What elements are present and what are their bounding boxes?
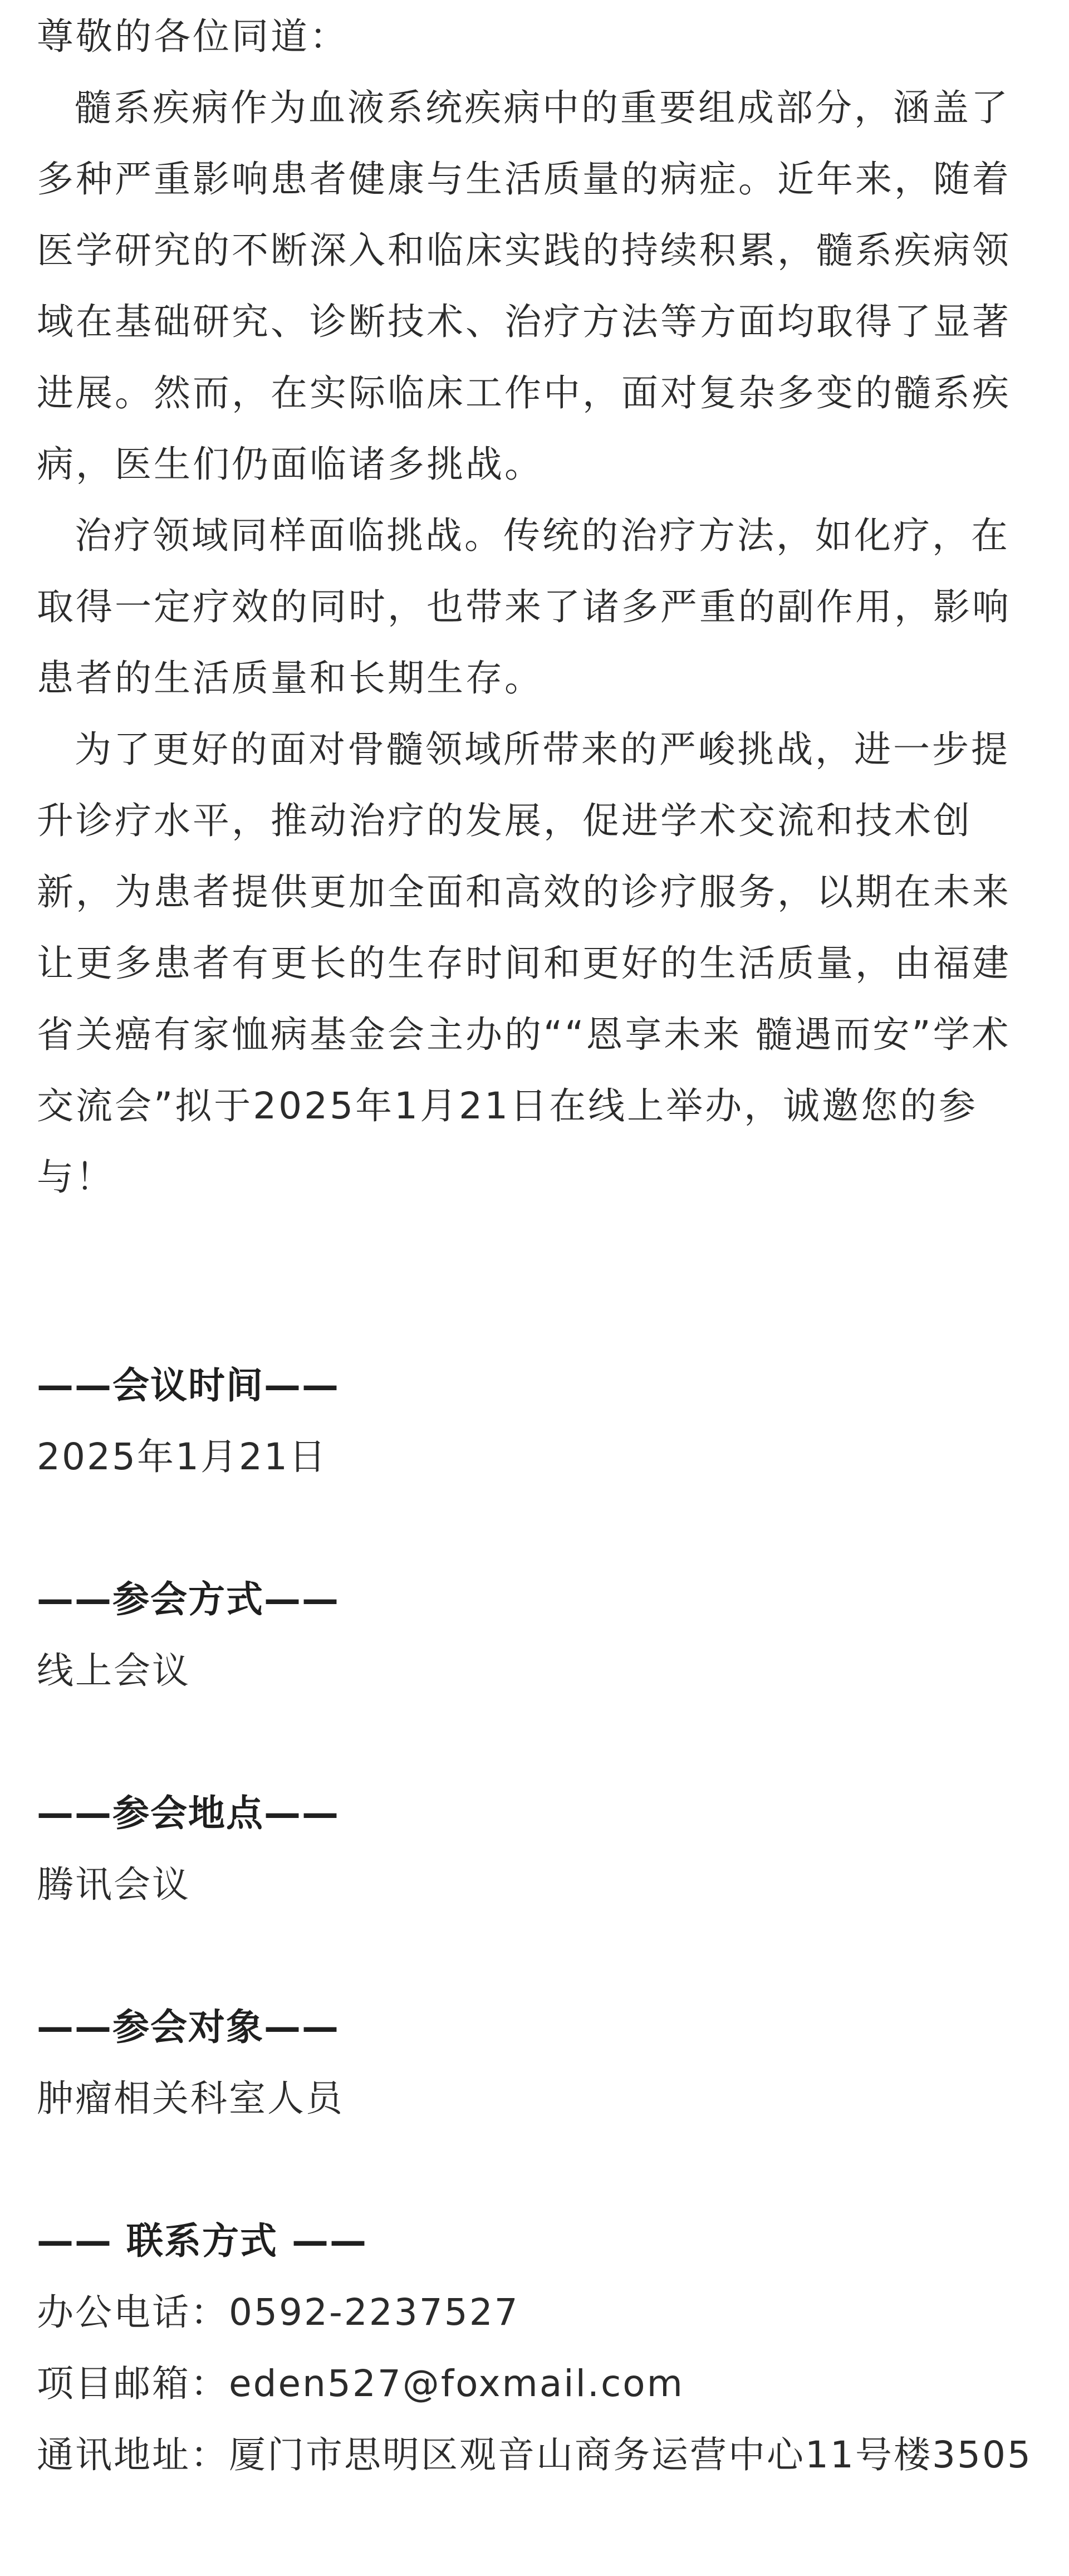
audience-value: 肿瘤相关科室人员 — [37, 2077, 344, 2120]
audience-heading: ——参会对象—— — [37, 2006, 340, 2049]
contact-email: 项目邮箱：eden527@foxmail.com — [37, 2362, 684, 2405]
contact-phone: 办公电话：0592-2237527 — [37, 2291, 519, 2334]
meeting-time-value: 2025年1月21日 — [37, 1435, 327, 1478]
contact-heading: —— 联系方式 —— — [37, 2220, 367, 2262]
purpose-paragraph: 为了更好的面对骨髓领域所带来的严峻挑战，进一步提升诊疗水平，推动治疗的发展，促进学术交流和技术创新，为患者提供更加全面和高效的诊疗服务，以期在未来让更多患者有更长的生存时间和更好的生活质量，由福建省关癌有家恤病基金会主办的““恩享未来 髓遇而安”学术交流会”拟于2025年1月21日在线上举办，诚邀您的参与！ — [37, 728, 1011, 1199]
meeting-place-value: 腾讯会议 — [37, 1863, 190, 1906]
treatment-paragraph: 治疗领域同样面临挑战。传统的治疗方法，如化疗，在取得一定疗效的同时，也带来了诸多严重的副作用，影响患者的生活质量和长期生存。 — [37, 514, 1011, 700]
contact-address: 通讯地址：厦门市思明区观音山商务运营中心11号楼3505 — [37, 2433, 1032, 2476]
meeting-place-heading: ——参会地点—— — [37, 1792, 340, 1835]
meeting-time-heading: ——会议时间—— — [37, 1364, 340, 1407]
attendance-mode-heading: ——参会方式—— — [37, 1578, 340, 1621]
attendance-mode-value: 线上会议 — [37, 1649, 190, 1692]
intro-paragraph: 髓系疾病作为血液系统疾病中的重要组成部分，涵盖了多种严重影响患者健康与生活质量的病症。近年来，随着医学研究的不断深入和临床实践的持续积累，髓系疾病领域在基础研究、诊断技术、治疗方法等方面均取得了显著进展。然而，在实际临床工作中，面对复杂多变的髓系疾病，医生们仍面临诸多挑战。 — [37, 86, 1011, 486]
salutation: 尊敬的各位同道： — [37, 15, 349, 58]
